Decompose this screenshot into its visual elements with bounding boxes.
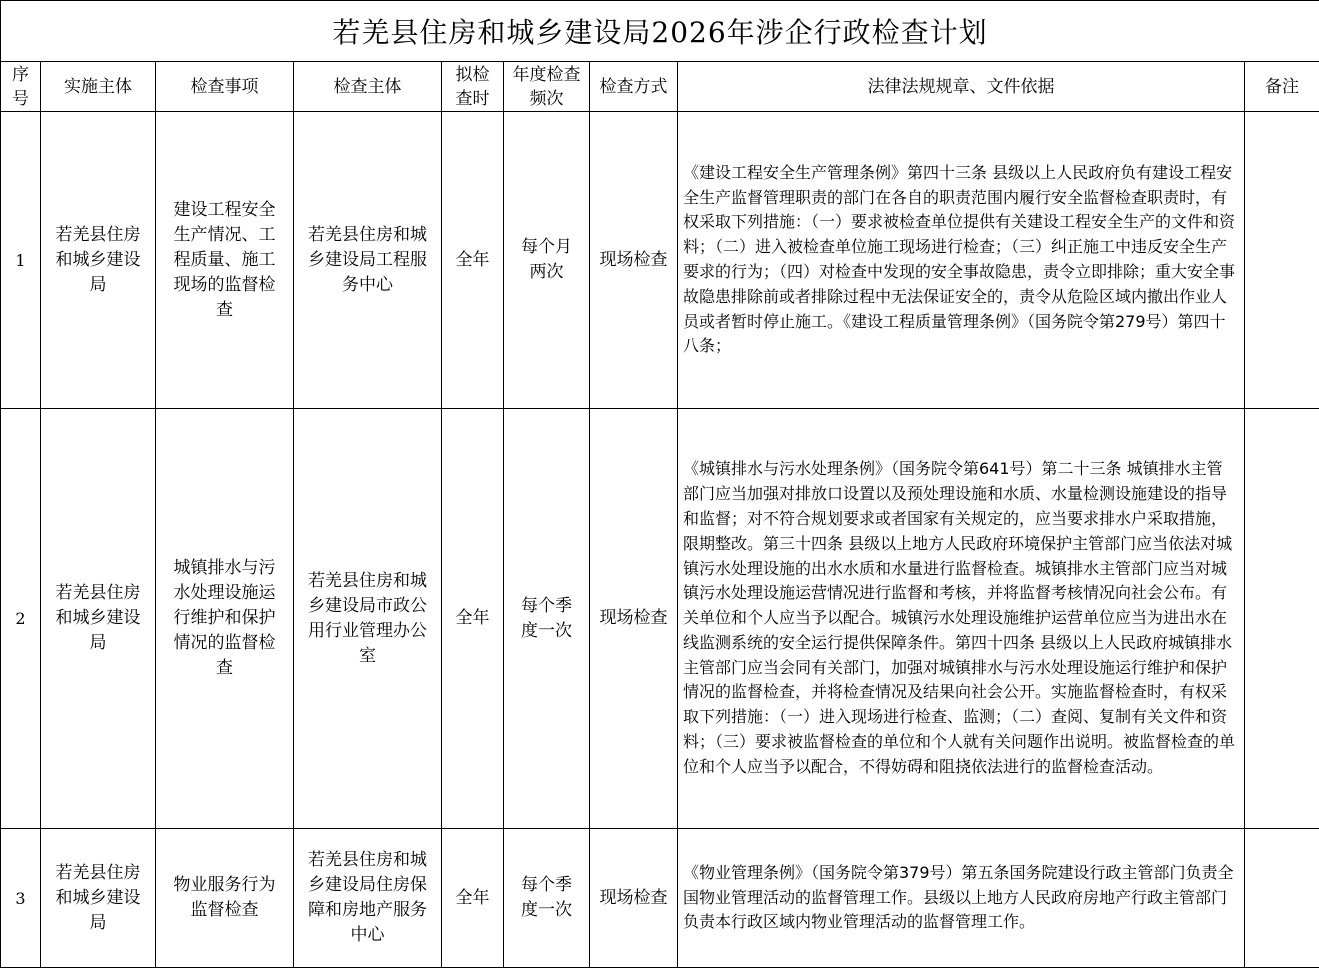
header-item: 检查事项 bbox=[156, 62, 294, 112]
header-seq: 序号 bbox=[1, 62, 41, 112]
row-time: 全年 bbox=[442, 829, 504, 968]
row-item: 城镇排水与污水处理设施运行维护和保护情况的监督检查 bbox=[156, 409, 294, 829]
table-row bbox=[1, 112, 1319, 409]
row-time: 全年 bbox=[442, 112, 504, 409]
row-frequency: 每个季度一次 bbox=[504, 829, 590, 968]
row-inspector: 若羌县住房和城乡建设局市政公用行业管理办公室 bbox=[294, 409, 442, 829]
row-remark bbox=[1245, 829, 1319, 968]
table-row bbox=[1, 409, 1319, 829]
header-frequency: 年度检查频次 bbox=[504, 62, 590, 112]
row-inspector: 若羌县住房和城乡建设局住房保障和房地产服务中心 bbox=[294, 829, 442, 968]
row-method: 现场检查 bbox=[590, 112, 678, 409]
title-row bbox=[1, 1, 1319, 62]
row-remark bbox=[1245, 409, 1319, 829]
row-item: 建设工程安全生产情况、工程质量、施工现场的监督检查 bbox=[156, 112, 294, 409]
row-legal-basis: 《建设工程安全生产管理条例》第四十三条 县级以上人民政府负有建设工程安全生产监督管理职责的部门在各自的职责范围内履行安全监督检查职责时，有权采取下列措施：（一）要求被检查单位提供有关建设工程安全生产的文件和资料；（二）进入被检查单位施工现场进行检查；（三）纠正施工中违反安全生产要求的行为；（四）对检查中发现的安全事故隐患，责令立即排除；重大安全事故隐患排除前或者排除过程中无法保证安全的，责令从危险区域内撤出作业人员或者暂时停止施工。《建设工程质量管理条例》（国务院令第279号）第四十八条； bbox=[678, 112, 1245, 409]
table-row bbox=[1, 829, 1319, 968]
row-implementer: 若羌县住房和城乡建设局 bbox=[41, 112, 156, 409]
row-inspector: 若羌县住房和城乡建设局工程服务中心 bbox=[294, 112, 442, 409]
row-method: 现场检查 bbox=[590, 409, 678, 829]
header-method: 检查方式 bbox=[590, 62, 678, 112]
row-frequency: 每个月两次 bbox=[504, 112, 590, 409]
row-legal-basis: 《城镇排水与污水处理条例》（国务院令第641号）第二十三条 城镇排水主管部门应当加强对排放口设置以及预处理设施和水质、水量检测设施建设的指导和监督；对不符合规划要求或者国家有关规定的，应当要求排水户采取措施，限期整改。第三十四条 县级以上地方人民政府环境保护主管部门应当依法对城镇污水处理设施的出水水质和水量进行监督检查。城镇排水主管部门应当对城镇污水处理设施运营情况进行监督和考核，并将监督考核情况向社会公布。有关单位和个人应当予以配合。城镇污水处理设施维护运营单位应当为进出水在线监测系统的安全运行提供保障条件。第四十四条 县级以上人民政府城镇排水主管部门应当会同有关部门，加强对城镇排水与污水处理设施运行维护和保护情况的监督检查，并将检查情况及结果向社会公开。实施监督检查时，有权采取下列措施：（一）进入现场进行检查、监测；（二）查阅、复制有关文件和资料；（三）要求被监督检查的单位和个人就有关问题作出说明。被监督检查的单位和个人应当予以配合，不得妨碍和阻挠依法进行的监督检查活动。 bbox=[678, 409, 1245, 829]
header-remark: 备注 bbox=[1245, 62, 1319, 112]
row-frequency: 每个季度一次 bbox=[504, 409, 590, 829]
header-time: 拟检查时 bbox=[442, 62, 504, 112]
row-remark bbox=[1245, 112, 1319, 409]
row-seq: 3 bbox=[1, 829, 41, 968]
header-basis: 法律法规规章、文件依据 bbox=[678, 62, 1245, 112]
header-row bbox=[1, 62, 1319, 112]
row-legal-basis: 《物业管理条例》（国务院令第379号）第五条国务院建设行政主管部门负责全国物业管理活动的监督管理工作。县级以上地方人民政府房地产行政主管部门负责本行政区域内物业管理活动的监督管理工作。 bbox=[678, 829, 1245, 968]
header-implementer: 实施主体 bbox=[41, 62, 156, 112]
row-seq: 1 bbox=[1, 112, 41, 409]
row-item: 物业服务行为监督检查 bbox=[156, 829, 294, 968]
row-method: 现场检查 bbox=[590, 829, 678, 968]
row-implementer: 若羌县住房和城乡建设局 bbox=[41, 409, 156, 829]
header-inspector: 检查主体 bbox=[294, 62, 442, 112]
row-seq: 2 bbox=[1, 409, 41, 829]
row-implementer: 若羌县住房和城乡建设局 bbox=[41, 829, 156, 968]
row-time: 全年 bbox=[442, 409, 504, 829]
page-title: 若羌县住房和城乡建设局2026年涉企行政检查计划 bbox=[1, 1, 1319, 62]
